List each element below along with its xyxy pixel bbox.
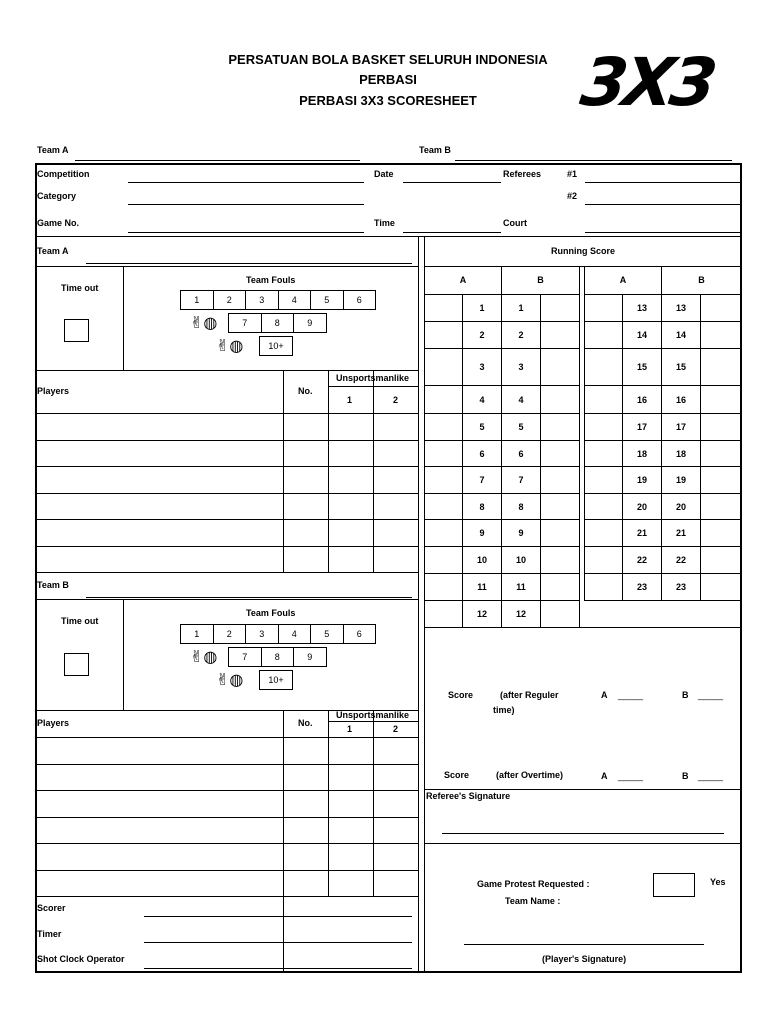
protest-requested-label: Game Protest Requested : [477,879,590,889]
team-b-unsports-cell[interactable] [328,843,374,871]
team-a-player-no-cell[interactable] [283,413,329,441]
team-a-unsports-label: Unsportsmanlike [336,373,410,383]
team-b-unsports-label: Unsportsmanlike [336,710,410,720]
signature-top [424,789,742,790]
rs-right-a-mark[interactable] [584,440,623,467]
time-label: Time [374,218,395,228]
team-a-foul-box[interactable]: 7 [228,313,262,333]
rs-left-a-mark[interactable] [424,413,463,441]
team-b-player-name-cell[interactable] [35,737,284,765]
rs-col-b-right: B [698,275,705,285]
team-b-u1-label: 1 [347,724,353,734]
top-team-b-label: Team B [419,145,451,155]
team-a-unsports-cell[interactable] [328,440,374,468]
rs-left-b-number: 8 [501,493,541,520]
rs-left-b-mark[interactable] [540,348,580,386]
team-a-hand-icon-1: ✌◍ [190,315,218,332]
shot-clock-label: Shot Clock Operator [37,954,125,964]
rs-right-b-number: 21 [661,519,701,547]
rs-left-a-number: 7 [462,466,502,494]
team-b-unsports-cell[interactable] [328,764,374,792]
team-b-foul-box[interactable]: 2 [213,624,247,644]
player-signature-field[interactable] [464,944,704,945]
team-a-player-name-cell[interactable] [35,493,284,521]
rs-left-b-mark[interactable] [540,600,580,628]
rs-left-a-mark[interactable] [424,466,463,494]
score-overtime-a-field[interactable]: _____ [618,771,644,781]
time-field[interactable] [403,232,501,233]
team-a-unsports-cell[interactable] [373,413,419,441]
rs-left-a-number: 11 [462,573,502,601]
team-a-foul-box[interactable]: 4 [278,290,312,310]
team-a-header-col-line [373,370,374,413]
logo-3x3: 3X3 [576,44,718,121]
rs-left-b-mark[interactable] [540,413,580,441]
team-a-header-col-line [328,370,329,413]
team-a-label: Team A [37,246,69,256]
rs-left-a-number: 6 [462,440,502,467]
team-a-players-label: Players [37,386,70,396]
rs-left-b-mark[interactable] [540,546,580,574]
score-regular-b-field[interactable]: _____ [698,690,724,700]
protest-yes-label: Yes [710,877,726,887]
team-a-unsports-cell[interactable] [328,546,374,574]
score-overtime-b-field[interactable]: _____ [698,771,724,781]
team-b-timeout-divider [123,599,124,710]
team-b-foul-box[interactable]: 3 [245,624,279,644]
team-b-unsports-cell[interactable] [373,790,419,818]
rs-right-b-number: 19 [661,466,701,494]
team-a-name-field[interactable] [86,263,412,264]
team-b-unsports-cell[interactable] [328,790,374,818]
team-a-unsports-cell[interactable] [373,546,419,574]
team-b-foul-box[interactable]: 4 [278,624,312,644]
rs-left-a-mark[interactable] [424,519,463,547]
score-overtime-a-label: A [601,771,608,781]
rs-right-a-number: 15 [622,348,662,386]
rs-right-b-mark[interactable] [700,546,742,574]
rs-left-b-number: 12 [501,600,541,628]
team-a-timeout-box[interactable] [64,319,89,342]
court-field[interactable] [585,232,740,233]
score-summary-top [424,627,742,628]
rs-right-b-number: 18 [661,440,701,467]
team-b-unsports-cell[interactable] [373,764,419,792]
score-overtime-label: Score [444,770,470,780]
referees-label: Referees [503,169,542,179]
team-a-player-name-cell[interactable] [35,546,284,574]
rs-left-b-number: 1 [501,294,541,322]
rs-right-b-mark[interactable] [700,385,742,414]
rs-col-a-right: A [619,275,627,285]
rs-left-a-number: 9 [462,519,502,547]
rs-right-a-number: 20 [622,493,662,520]
score-regular-time: time) [493,705,515,715]
team-b-hand-icon-1: ✌◍ [190,649,218,666]
team-a-foul-box[interactable]: 6 [343,290,377,310]
team-b-player-no-cell[interactable] [283,817,329,845]
team-b-foul-box[interactable]: 9 [293,647,327,667]
team-a-unsports-cell[interactable] [373,493,419,521]
team-a-foul-box[interactable]: 5 [310,290,344,310]
rs-left-a-mark[interactable] [424,385,463,414]
referee-2-field[interactable] [585,204,740,205]
rs-right-b-number: 16 [661,385,701,414]
rs-left-b-mark[interactable] [540,440,580,467]
rs-left-a-mark[interactable] [424,493,463,520]
team-b-divider [35,599,418,600]
team-a-player-name-cell[interactable] [35,440,284,468]
team-a-header-col-line [283,370,284,413]
scorer-field[interactable] [144,916,412,917]
rs-left-a-number: 4 [462,385,502,414]
rs-left-a-mark[interactable] [424,440,463,467]
rs-col-a-left: A [459,275,467,285]
rs-right-b-number: 22 [661,546,701,574]
team-b-player-name-cell[interactable] [35,817,284,845]
team-b-player-name-cell[interactable] [35,764,284,792]
rs-right-b-mark[interactable] [700,321,742,349]
team-b-header-col-line [373,710,374,737]
team-b-label: Team B [37,580,69,590]
running-score-title: Running Score [550,246,615,256]
team-b-timeout-box[interactable] [64,653,89,676]
team-b-unsports-cell[interactable] [328,817,374,845]
rs-right-b-number: 20 [661,493,701,520]
rs-right-a-mark[interactable] [584,466,623,494]
team-a-u2-label: 2 [393,395,399,405]
team-a-fouls-label: Team Fouls [246,275,296,285]
team-b-timeout-label: Time out [61,616,99,626]
rs-right-a-mark[interactable] [584,321,623,349]
player-signature-label: (Player's Signature) [542,954,627,964]
rs-right-a-number: 16 [622,385,662,414]
team-a-player-name-cell[interactable] [35,413,284,441]
rs-left-b-mark[interactable] [540,294,580,322]
team-b-player-no-cell[interactable] [283,764,329,792]
team-a-unsports-cell[interactable] [328,413,374,441]
team-b-top-divider [35,572,418,573]
category-field[interactable] [128,204,364,205]
team-a-player-no-cell[interactable] [283,440,329,468]
team-b-unsports-cell[interactable] [328,870,374,898]
team-b-player-name-cell[interactable] [35,790,284,818]
rs-right-a-number: 17 [622,413,662,441]
rs-right-b-mark[interactable] [700,573,742,601]
team-b-foul-box[interactable]: 5 [310,624,344,644]
team-a-unsports-cell[interactable] [373,519,419,547]
team-b-foul-box[interactable]: 1 [180,624,214,644]
score-after-overtime: (after Overtime) [496,770,564,780]
team-b-player-name-cell[interactable] [35,843,284,871]
score-regular-b-label: B [682,690,689,700]
referee-2-label: #2 [567,191,578,201]
rs-left-b-mark[interactable] [540,493,580,520]
team-a-unsports-cell[interactable] [328,493,374,521]
team-a-hand-icon-2: ✌◍ [216,338,244,355]
rs-left-a-number: 12 [462,600,502,628]
team-b-u2-label: 2 [393,724,399,734]
info-divider [35,236,742,237]
team-a-player-no-cell[interactable] [283,493,329,521]
team-a-unsports-cell[interactable] [328,519,374,547]
team-b-unsports-cell[interactable] [373,737,419,765]
rs-left-a-mark[interactable] [424,546,463,574]
rs-right-a-number: 18 [622,440,662,467]
score-regular-label: Score [448,690,474,700]
rs-left-a-mark[interactable] [424,294,463,322]
team-b-player-no-cell[interactable] [283,843,329,871]
category-label: Category [37,191,77,201]
team-b-header-col-line [328,710,329,737]
rs-right-b-mark[interactable] [700,348,742,386]
rs-right-a-mark[interactable] [584,546,623,574]
rs-right-b-mark[interactable] [700,493,742,520]
rs-left-a-mark[interactable] [424,321,463,349]
rs-right-b-number: 17 [661,413,701,441]
rs-left-a-number: 10 [462,546,502,574]
rs-right-a-mark[interactable] [584,294,623,322]
rs-right-a-number: 14 [622,321,662,349]
rs-right-b-mark[interactable] [700,466,742,494]
rs-right-a-mark[interactable] [584,519,623,547]
page-title: PERBASI 3X3 SCORESHEET [299,93,477,108]
team-b-unsports-cell[interactable] [328,737,374,765]
team-a-u1-label: 1 [347,395,353,405]
rs-right-a-number: 13 [622,294,662,322]
rs-left-a-mark[interactable] [424,600,463,628]
rs-right-b-mark[interactable] [700,519,742,547]
team-b-player-no-cell[interactable] [283,790,329,818]
rs-left-b-number: 5 [501,413,541,441]
top-team-a-label: Team A [37,145,69,155]
scorer-label: Scorer [37,903,66,913]
score-regular-a-field[interactable]: _____ [618,690,644,700]
rs-right-b-number: 23 [661,573,701,601]
top-team-a-field[interactable] [75,160,360,161]
team-a-unsports-cell[interactable] [373,440,419,468]
score-overtime-b-label: B [682,771,689,781]
top-team-b-field[interactable] [455,160,732,161]
team-b-players-label: Players [37,718,70,728]
date-field[interactable] [403,182,501,183]
protest-team-name-label: Team Name : [505,896,561,906]
team-b-foul-box[interactable]: 6 [343,624,377,644]
team-a-foul-box[interactable]: 2 [213,290,247,310]
rs-left-a-number: 3 [462,348,502,386]
rs-left-b-number: 4 [501,385,541,414]
rs-left-b-mark[interactable] [540,321,580,349]
rs-right-a-mark[interactable] [584,493,623,520]
rs-right-b-mark[interactable] [700,294,742,322]
team-a-players-top [35,370,418,371]
shot-clock-field[interactable] [144,968,412,969]
protest-yes-box[interactable] [653,873,695,897]
rs-left-b-number: 9 [501,519,541,547]
court-label: Court [503,218,527,228]
game-no-field[interactable] [128,232,364,233]
team-b-foul-box[interactable]: 7 [228,647,262,667]
rs-left-a-number: 2 [462,321,502,349]
rs-left-b-mark[interactable] [540,519,580,547]
team-b-name-field[interactable] [86,597,412,598]
rs-right-b-mark[interactable] [700,440,742,467]
team-a-timeout-divider [123,266,124,370]
rs-left-a-mark[interactable] [424,348,463,386]
rs-right-a-number: 19 [622,466,662,494]
rs-left-b-number: 6 [501,440,541,467]
score-after-regular: (after Reguler [500,690,559,700]
team-a-foul-10plus[interactable]: 10+ [259,336,293,356]
rs-right-b-mark[interactable] [700,413,742,441]
rs-right-a-mark[interactable] [584,385,623,414]
rs-left-a-number: 1 [462,294,502,322]
team-b-player-no-cell[interactable] [283,737,329,765]
team-a-foul-box[interactable]: 1 [180,290,214,310]
rs-right-a-mark[interactable] [584,413,623,441]
team-a-unsports-cell[interactable] [373,466,419,494]
team-a-timeout-label: Time out [61,283,99,293]
team-b-player-no-cell[interactable] [283,870,329,898]
team-b-header-col-line [283,710,284,737]
team-a-foul-box[interactable]: 3 [245,290,279,310]
timer-label: Timer [37,929,62,939]
team-b-fouls-label: Team Fouls [246,608,296,618]
score-regular-a-label: A [601,690,608,700]
rs-left-b-number: 10 [501,546,541,574]
team-b-player-name-cell[interactable] [35,870,284,898]
rs-left-b-mark[interactable] [540,573,580,601]
game-no-label: Game No. [37,218,80,228]
team-b-unsports-cell[interactable] [373,817,419,845]
timer-field[interactable] [144,942,412,943]
rs-right-a-mark[interactable] [584,348,623,386]
referee-1-field[interactable] [585,182,740,183]
rs-right-a-number: 23 [622,573,662,601]
rs-left-b-number: 7 [501,466,541,494]
rs-left-b-mark[interactable] [540,385,580,414]
team-a-player-no-cell[interactable] [283,466,329,494]
rs-left-b-mark[interactable] [540,466,580,494]
date-label: Date [374,169,394,179]
team-a-foul-box[interactable]: 9 [293,313,327,333]
team-a-unsports-cell[interactable] [328,466,374,494]
referee-1-label: #1 [567,169,578,179]
team-a-player-no-cell[interactable] [283,519,329,547]
rs-left-b-number: 2 [501,321,541,349]
rs-left-a-number: 5 [462,413,502,441]
team-a-player-name-cell[interactable] [35,519,284,547]
rs-right-a-number: 22 [622,546,662,574]
team-a-foul-box[interactable]: 8 [261,313,295,333]
team-b-unsports-cell[interactable] [373,870,419,898]
rs-left-b-number: 11 [501,573,541,601]
competition-field[interactable] [128,182,364,183]
team-b-foul-box[interactable]: 8 [261,647,295,667]
team-b-foul-10plus[interactable]: 10+ [259,670,293,690]
officials-divider [283,896,284,973]
team-a-player-no-cell[interactable] [283,546,329,574]
referee-signature-label: Referee's Signature [426,791,511,801]
rs-right-a-mark[interactable] [584,573,623,601]
rs-left-a-mark[interactable] [424,573,463,601]
rs-right-b-number: 13 [661,294,701,322]
team-a-divider [35,266,418,267]
org-name: PERSATUAN BOLA BASKET SELURUH INDONESIA [228,52,548,67]
team-b-unsports-cell[interactable] [373,843,419,871]
org-short: PERBASI [359,72,417,87]
referee-signature-field[interactable] [442,833,724,834]
rs-right-a-number: 21 [622,519,662,547]
team-a-no-label: No. [298,386,313,396]
team-a-player-name-cell[interactable] [35,466,284,494]
protest-top [424,843,742,844]
rs-col-b-left: B [537,275,544,285]
team-b-hand-icon-2: ✌◍ [216,672,244,689]
rs-right-b-number: 15 [661,348,701,386]
team-b-no-label: No. [298,718,313,728]
rs-left-a-number: 8 [462,493,502,520]
rs-right-b-number: 14 [661,321,701,349]
competition-label: Competition [37,169,90,179]
rs-left-b-number: 3 [501,348,541,386]
